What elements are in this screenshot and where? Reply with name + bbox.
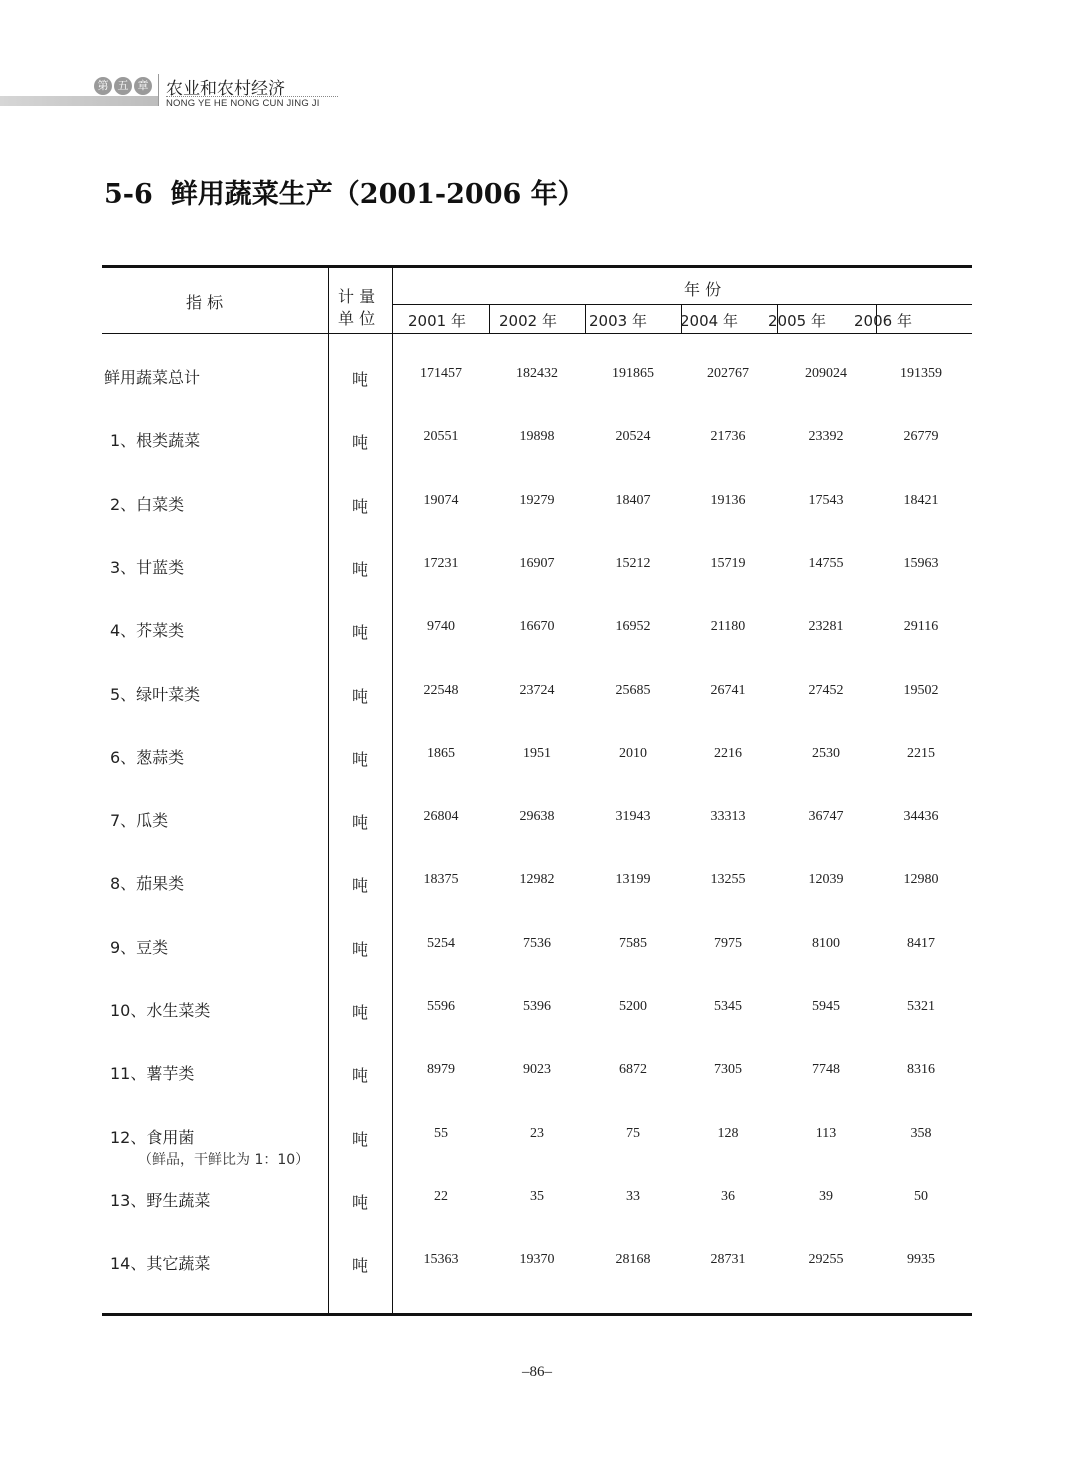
table-cell: 31943 xyxy=(615,809,651,824)
header-divider xyxy=(158,74,159,106)
table-cell: 22548 xyxy=(423,683,459,698)
table-cell: 29638 xyxy=(519,809,555,824)
row-unit: 吨 xyxy=(351,1003,368,1022)
table-cell: 33313 xyxy=(710,809,746,824)
table-cell: 1951 xyxy=(523,746,551,761)
table-cell: 29255 xyxy=(808,1252,844,1267)
row-unit: 吨 xyxy=(351,750,368,769)
table-cell: 19279 xyxy=(519,493,555,508)
table-cell: 17231 xyxy=(423,556,459,571)
row-label: 9、豆类 xyxy=(110,938,169,957)
table-cell: 5321 xyxy=(907,999,935,1014)
header-bar xyxy=(0,96,158,106)
row-unit: 吨 xyxy=(351,1193,368,1212)
table-cell: 5345 xyxy=(714,999,742,1014)
table-title: 鲜用蔬菜生产（2001-2006 年） xyxy=(170,179,585,210)
table-cell: 358 xyxy=(910,1126,932,1141)
table-cell: 55 xyxy=(434,1126,448,1141)
table-cell: 171457 xyxy=(420,366,462,381)
table-cell: 16952 xyxy=(615,619,651,634)
table-cell: 8316 xyxy=(907,1062,935,1077)
header-bottom-rule xyxy=(102,333,972,334)
year-header: 2005 年 xyxy=(768,312,826,330)
table-cell: 202767 xyxy=(707,366,749,381)
row-label: 鲜用蔬菜总计 xyxy=(104,368,201,387)
year-header: 2001 年 xyxy=(408,312,466,330)
table-cell: 15363 xyxy=(423,1252,459,1267)
table-cell: 191865 xyxy=(612,366,654,381)
table-cell: 191359 xyxy=(900,366,942,381)
table-number: 5-6 xyxy=(104,179,153,210)
table-cell: 16907 xyxy=(519,556,555,571)
row-unit: 吨 xyxy=(351,560,368,579)
table-cell: 19370 xyxy=(519,1252,555,1267)
table-cell: 209024 xyxy=(805,366,847,381)
row-label: 4、芥菜类 xyxy=(110,621,185,640)
table-cell: 17543 xyxy=(808,493,844,508)
table-cell: 7305 xyxy=(714,1062,742,1077)
table-cell: 22 xyxy=(434,1189,448,1204)
table-cell: 14755 xyxy=(808,556,844,571)
col-header-year-group: 年 份 xyxy=(684,280,722,299)
table-cell: 5596 xyxy=(427,999,455,1014)
row-label: 10、水生菜类 xyxy=(110,1001,211,1020)
row-label: 3、甘蓝类 xyxy=(110,558,185,577)
table-cell: 128 xyxy=(717,1126,739,1141)
table-cell: 36747 xyxy=(808,809,844,824)
row-sublabel: （鲜品，干鲜比为 1：10） xyxy=(138,1152,310,1168)
table-cell: 5254 xyxy=(427,936,455,951)
row-unit: 吨 xyxy=(351,813,368,832)
year-header: 2003 年 xyxy=(589,312,647,330)
table-cell: 27452 xyxy=(808,683,844,698)
table-cell: 16670 xyxy=(519,619,555,634)
table-cell: 23 xyxy=(530,1126,544,1141)
table-cell: 19074 xyxy=(423,493,459,508)
col-header-indicator: 指 标 xyxy=(186,293,224,312)
table-cell: 9935 xyxy=(907,1252,935,1267)
table-cell: 8417 xyxy=(907,936,935,951)
row-unit: 吨 xyxy=(351,687,368,706)
table-cell: 18421 xyxy=(903,493,939,508)
row-label: 14、其它蔬菜 xyxy=(110,1254,211,1273)
page-number: –86– xyxy=(522,1364,552,1380)
table-cell: 2216 xyxy=(714,746,742,761)
table-cell: 35 xyxy=(530,1189,544,1204)
table-cell: 20551 xyxy=(423,429,459,444)
table-cell: 5200 xyxy=(619,999,647,1014)
table-cell: 26804 xyxy=(423,809,459,824)
table-cell: 15719 xyxy=(710,556,746,571)
row-label: 7、瓜类 xyxy=(110,811,169,830)
table-cell: 19136 xyxy=(710,493,746,508)
col-header-unit-line1: 计 量 xyxy=(338,287,376,306)
table-cell: 18407 xyxy=(615,493,651,508)
row-label: 1、根类蔬菜 xyxy=(110,431,201,450)
table-cell: 15963 xyxy=(903,556,939,571)
table-cell: 8979 xyxy=(427,1062,455,1077)
table-cell: 15212 xyxy=(615,556,651,571)
row-unit: 吨 xyxy=(351,1256,368,1275)
table-cell: 39 xyxy=(819,1189,833,1204)
year-header: 2006 年 xyxy=(854,312,912,330)
row-unit: 吨 xyxy=(351,433,368,452)
table-cell: 34436 xyxy=(903,809,939,824)
table-cell: 33 xyxy=(626,1189,640,1204)
table-cell: 8100 xyxy=(812,936,840,951)
table-cell: 2530 xyxy=(812,746,840,761)
table-cell: 13255 xyxy=(710,872,746,887)
table-cell: 21180 xyxy=(710,619,746,634)
table-cell: 23724 xyxy=(519,683,555,698)
table-cell: 18375 xyxy=(423,872,459,887)
table-cell: 12980 xyxy=(903,872,939,887)
row-label: 12、食用菌 xyxy=(110,1128,195,1147)
chapter-char: 五 xyxy=(114,77,132,95)
row-label: 2、白菜类 xyxy=(110,495,185,514)
table-cell: 23392 xyxy=(808,429,844,444)
year-col-divider xyxy=(489,305,490,334)
unit-col-divider xyxy=(392,267,393,1314)
table-cell: 25685 xyxy=(615,683,651,698)
row-unit: 吨 xyxy=(351,370,368,389)
table-cell: 13199 xyxy=(615,872,651,887)
table-cell: 12039 xyxy=(808,872,844,887)
table-cell: 7975 xyxy=(714,936,742,951)
table-cell: 182432 xyxy=(516,366,558,381)
table-cell: 21736 xyxy=(710,429,746,444)
table-cell: 29116 xyxy=(903,619,939,634)
table-cell: 7748 xyxy=(812,1062,840,1077)
table-cell: 19898 xyxy=(519,429,555,444)
table-cell: 9740 xyxy=(427,619,455,634)
table-bottom-rule xyxy=(102,1313,972,1316)
page-title xyxy=(104,172,585,211)
chapter-title: 农业和农村经济 xyxy=(166,79,285,99)
chapter-char: 章 xyxy=(134,77,152,95)
table-cell: 23281 xyxy=(808,619,844,634)
indicator-col-divider xyxy=(328,267,329,1314)
table-cell: 26741 xyxy=(710,683,746,698)
table-cell: 7585 xyxy=(619,936,647,951)
year-group-rule xyxy=(392,304,972,305)
table-top-rule xyxy=(102,265,972,268)
row-label: 8、茄果类 xyxy=(110,874,185,893)
row-unit: 吨 xyxy=(351,1066,368,1085)
header-dotted-rule xyxy=(166,96,338,97)
table-cell: 19502 xyxy=(903,683,939,698)
row-unit: 吨 xyxy=(351,623,368,642)
table-cell: 36 xyxy=(721,1189,735,1204)
table-cell: 26779 xyxy=(903,429,939,444)
row-unit: 吨 xyxy=(351,876,368,895)
table-cell: 2215 xyxy=(907,746,935,761)
year-header: 2004 年 xyxy=(680,312,738,330)
table-cell: 5396 xyxy=(523,999,551,1014)
table-cell: 7536 xyxy=(523,936,551,951)
table-cell: 9023 xyxy=(523,1062,551,1077)
row-label: 5、绿叶菜类 xyxy=(110,685,201,704)
table-cell: 1865 xyxy=(427,746,455,761)
chapter-badge xyxy=(94,76,152,96)
row-unit: 吨 xyxy=(351,940,368,959)
col-header-unit-line2: 单 位 xyxy=(338,309,376,328)
row-label: 11、薯芋类 xyxy=(110,1064,195,1083)
year-col-divider xyxy=(585,305,586,334)
table-cell: 20524 xyxy=(615,429,651,444)
table-cell: 2010 xyxy=(619,746,647,761)
row-label: 13、野生蔬菜 xyxy=(110,1191,211,1210)
table-cell: 28731 xyxy=(710,1252,746,1267)
table-cell: 50 xyxy=(914,1189,928,1204)
row-label: 6、葱蒜类 xyxy=(110,748,185,767)
table-cell: 75 xyxy=(626,1126,640,1141)
row-unit: 吨 xyxy=(351,497,368,516)
table-cell: 113 xyxy=(815,1126,837,1141)
chapter-pinyin: NONG YE HE NONG CUN JING JI xyxy=(166,98,320,109)
year-header: 2002 年 xyxy=(499,312,557,330)
table-cell: 5945 xyxy=(812,999,840,1014)
table-cell: 28168 xyxy=(615,1252,651,1267)
table-cell: 12982 xyxy=(519,872,555,887)
table-cell: 6872 xyxy=(619,1062,647,1077)
row-unit: 吨 xyxy=(351,1130,368,1149)
chapter-char: 第 xyxy=(94,77,112,95)
